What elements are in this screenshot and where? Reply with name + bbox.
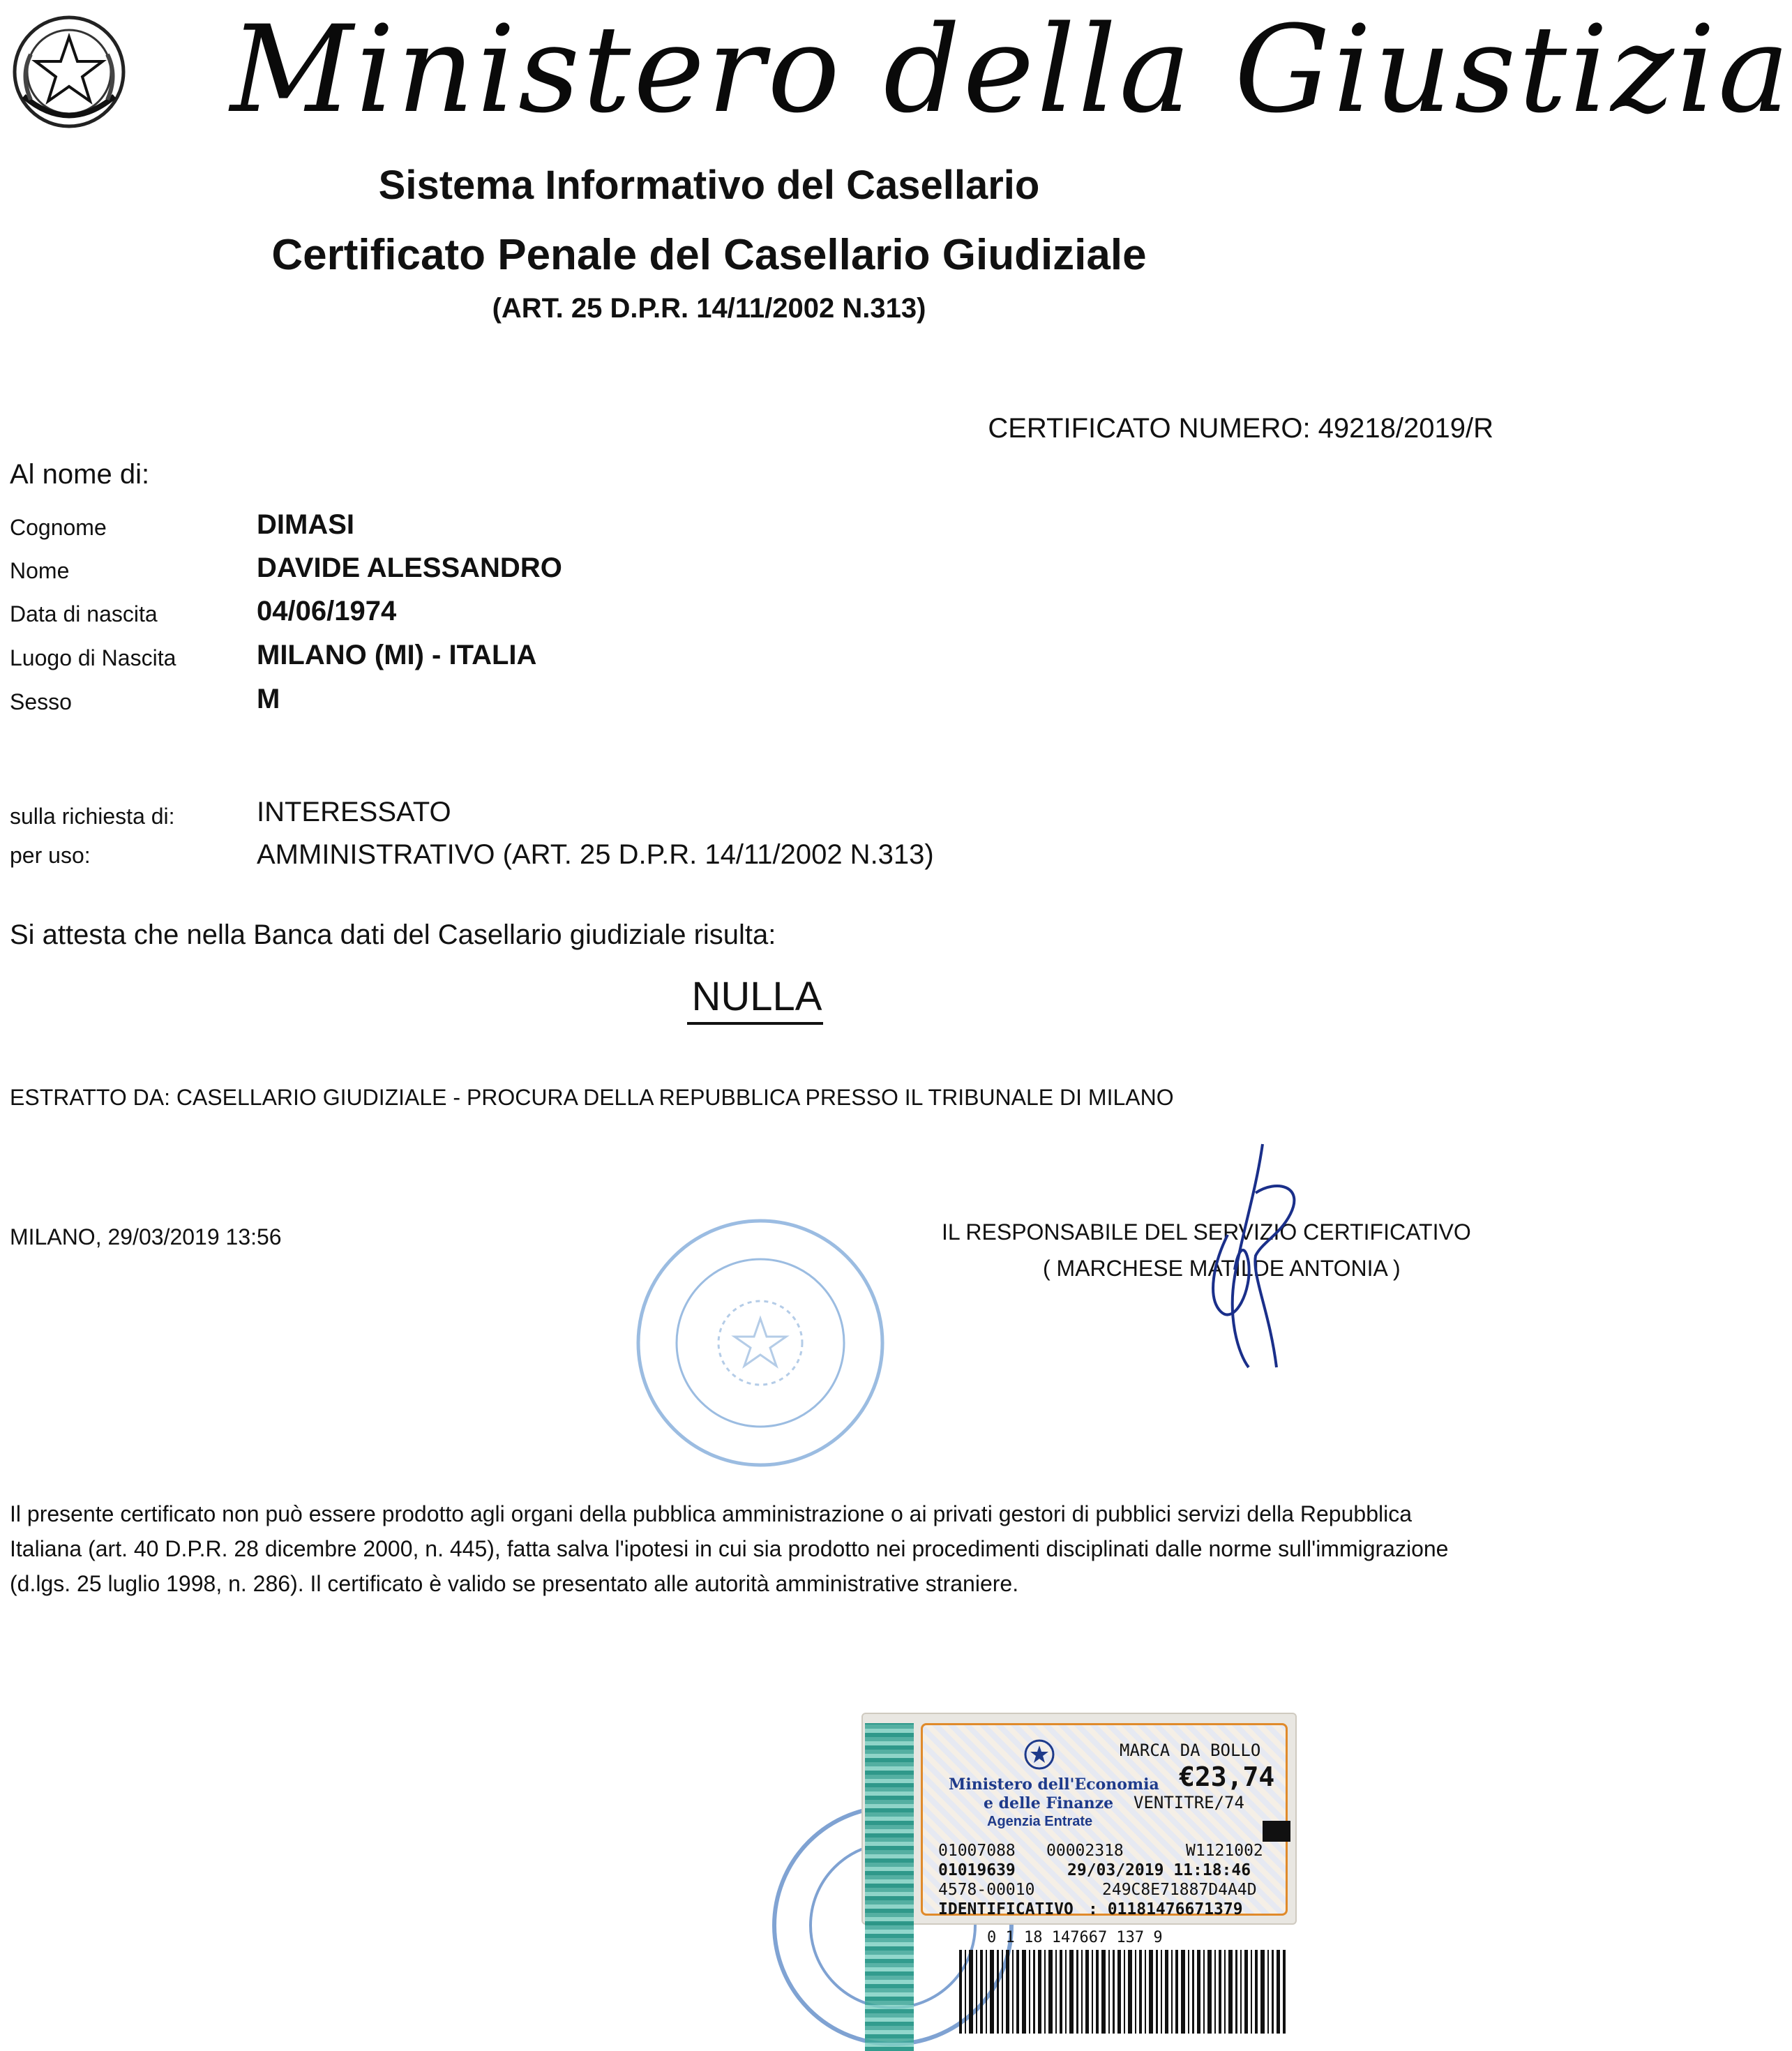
certificate-title: Certificato Penale del Casellario Giudiziale	[271, 231, 1147, 279]
responsible-name: ( MARCHESE MATILDE ANTONIA )	[1043, 1256, 1401, 1281]
stamp-row-left: 01019639	[938, 1861, 1016, 1879]
person-heading: Al nome di:	[10, 459, 150, 490]
system-heading: Sistema Informativo del Casellario	[378, 163, 1040, 208]
disclaimer-text: Il presente certificato non può essere prodotto agli organi della pubblica amministrazione o ai privati gestori di pubblici servizi della Repubblica Italiana (art. 40 D.P.R. 28 dicembre 2000, n. 445), fatta salva l'ipotesi in cui sia prodotto nei procedimenti disciplinati dalle norme sull'immigrazione (d.lgs. 25 luglio 1998, n. 286). Il certificato è valido se presentato alle autorità amministrative straniere.	[10, 1501, 1449, 1596]
place-date: MILANO, 29/03/2019 13:56	[10, 1224, 282, 1249]
request-by-label: sulla richiesta di:	[10, 804, 175, 829]
attestation-text: Si attesta che nella Banca dati del Casellario giudiziale risulta:	[10, 919, 776, 950]
stamp-ministry-line1: Ministero dell'Economia	[949, 1775, 1159, 1794]
request-by-value: INTERESSATO	[257, 797, 451, 827]
stamp-marker	[1263, 1821, 1290, 1842]
field-label-cognome: Cognome	[10, 515, 107, 540]
request-use-value: AMMINISTRATIVO (ART. 25 D.P.R. 14/11/2002 N.313)	[257, 839, 934, 870]
field-value-birthdate: 04/06/1974	[257, 596, 397, 626]
law-reference: (ART. 25 D.P.R. 14/11/2002 N.313)	[492, 293, 926, 324]
responsible-title: IL RESPONSABILE DEL SERVIZIO CERTIFICATIVO	[942, 1219, 1471, 1245]
request-use-label: per uso:	[10, 843, 91, 868]
result-text: NULLA	[691, 974, 822, 1019]
barcode-icon	[959, 1950, 1287, 2034]
stamp-amount-words: VENTITRE/74	[1134, 1793, 1244, 1812]
field-label-nome: Nome	[10, 558, 70, 583]
security-strip	[865, 1723, 914, 2051]
stamp-row-left: IDENTIFICATIVO	[938, 1900, 1074, 1918]
field-value-sex: M	[257, 684, 280, 714]
stamp-amount: €23,74	[1179, 1761, 1275, 1792]
stamp-label: MARCA DA BOLLO	[1120, 1741, 1261, 1760]
signature-icon	[1186, 1137, 1339, 1381]
stamp-ministry-line2: e delle Finanze	[984, 1794, 1114, 1812]
stamp-row-mid: : 01181476671379	[1088, 1900, 1243, 1918]
field-value-cognome: DIMASI	[257, 509, 354, 540]
stamp-row-mid: 29/03/2019 11:18:46	[1067, 1861, 1251, 1879]
field-label-sex: Sesso	[10, 689, 72, 714]
ministry-emblem-icon	[1022, 1737, 1057, 1772]
stamp-row-mid: 00002318	[1046, 1842, 1124, 1860]
stamp-row-right: W1121002	[1186, 1842, 1263, 1860]
stamp-row-left: 4578-00010	[938, 1881, 1035, 1899]
republic-emblem-icon	[10, 13, 128, 131]
agency-logo: Agenzia Entrate	[987, 1814, 1093, 1829]
field-label-birthdate: Data di nascita	[10, 601, 158, 626]
stamp-row-mid: 249C8E71887D4A4D	[1102, 1881, 1257, 1899]
certificate-number: CERTIFICATO NUMERO: 49218/2019/R	[988, 413, 1493, 444]
extract-text: ESTRATTO DA: CASELLARIO GIUDIZIALE - PROCURA DELLA REPUBBLICA PRESSO IL TRIBUNALE DI MILANO	[10, 1085, 1174, 1110]
field-value-nome: DAVIDE ALESSANDRO	[257, 553, 562, 583]
official-stamp-icon	[631, 1214, 889, 1472]
ministry-title: Ministero della Giustizia	[230, 0, 1792, 140]
field-value-birthplace: MILANO (MI) - ITALIA	[257, 640, 537, 670]
result-underline	[687, 1022, 823, 1025]
field-label-birthplace: Luogo di Nascita	[10, 645, 176, 670]
barcode-number: 0 1 18 147667 137 9	[987, 1929, 1163, 1946]
stamp-row-left: 01007088	[938, 1842, 1016, 1860]
